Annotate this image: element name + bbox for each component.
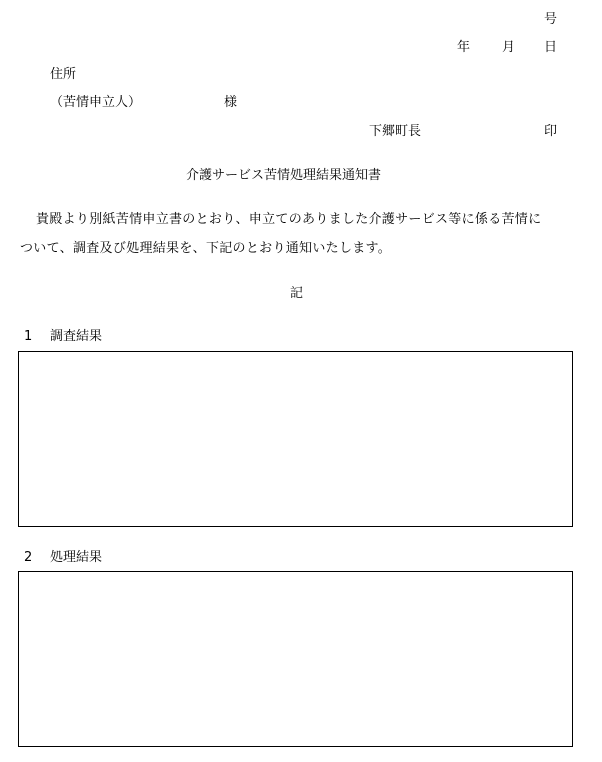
section-2-number: 2	[24, 550, 33, 565]
seal-mark: 印	[544, 124, 558, 139]
ki-label: 記	[290, 286, 304, 301]
processing-result-box[interactable]	[18, 571, 573, 747]
section-1-title: 調査結果	[50, 329, 103, 344]
sender-name: 下郷町長	[369, 124, 422, 139]
complainant-label: （苦情申立人）	[50, 95, 142, 110]
honorific: 様	[224, 95, 238, 110]
investigation-result-box[interactable]	[18, 351, 573, 527]
section-1-number: 1	[24, 329, 33, 344]
number-label: 号	[544, 12, 558, 27]
day-label: 日	[544, 40, 558, 55]
body-line-1: 貴殿より別紙苦情申立書のとおり、申立てのありました介護サービス等に係る苦情に	[36, 212, 542, 227]
month-label: 月	[502, 40, 516, 55]
address-label: 住所	[50, 67, 77, 82]
document-title: 介護サービス苦情処理結果通知書	[186, 168, 382, 183]
year-label: 年	[457, 40, 471, 55]
section-2-title: 処理結果	[50, 550, 103, 565]
body-line-2: ついて、調査及び処理結果を、下記のとおり通知いたします。	[20, 241, 392, 256]
